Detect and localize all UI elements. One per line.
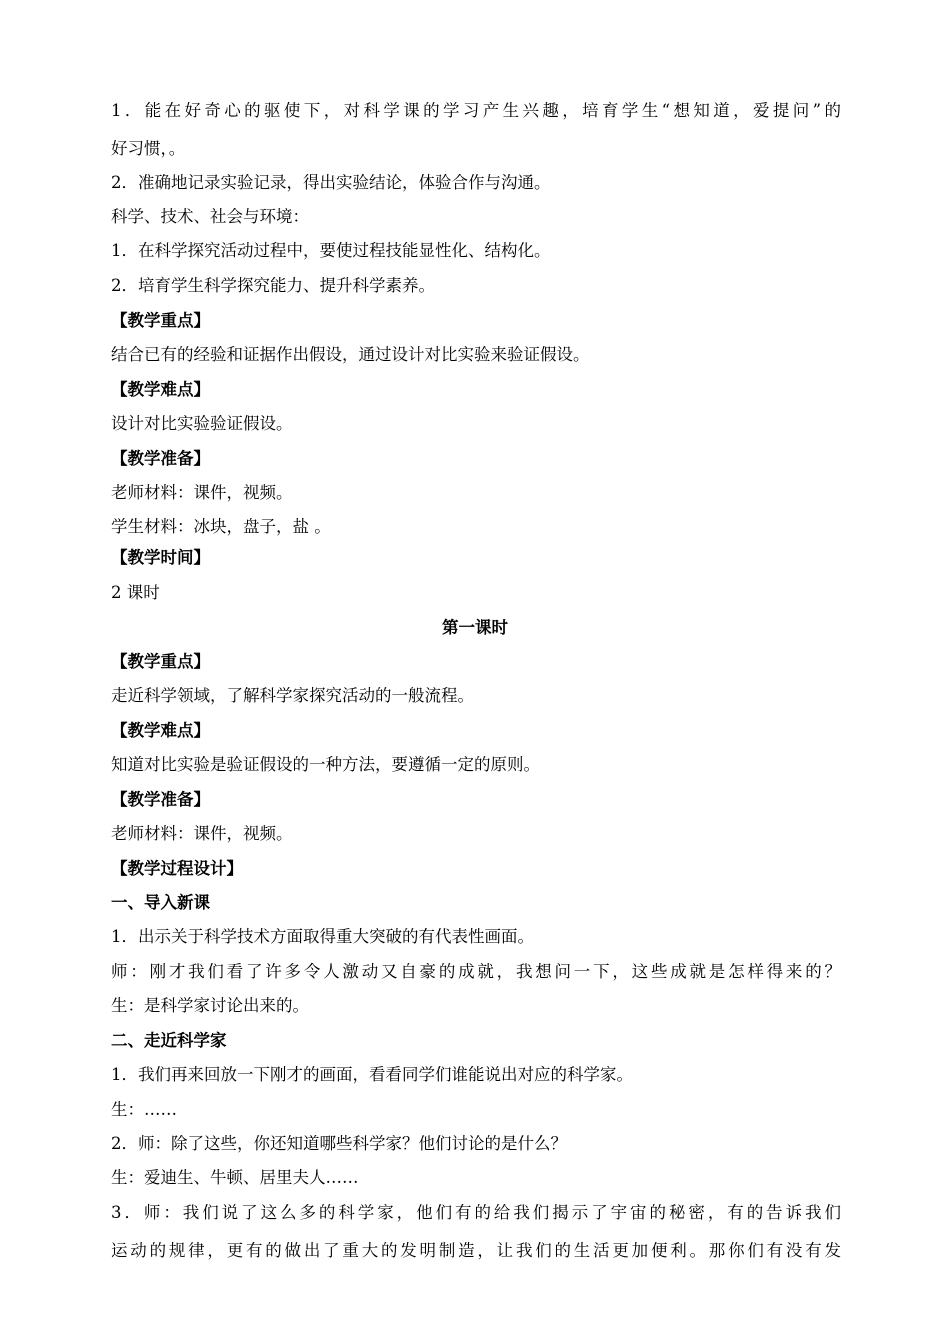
student-answer-1: 生：是科学家讨论出来的。 — [111, 996, 309, 1015]
objective-line-2: 2．准确地记录实验记录，得出实验结论，体验合作与沟通。 — [111, 173, 551, 192]
lesson1-teacher-materials: 老师材料：课件，视频。 — [111, 824, 293, 843]
lesson-title: 第一课时 — [442, 618, 508, 637]
part-heading-intro: 一、导入新课 — [111, 893, 210, 912]
student-answer-2: 生：…… — [111, 1100, 177, 1119]
lesson1-key-points-text: 走近科学领域，了解科学家探究活动的一般流程。 — [111, 686, 474, 705]
scientists-step-1: 1．我们再来回放一下刚才的画面，看看同学们谁能说出对应的科学家。 — [111, 1065, 633, 1084]
lesson1-difficulties-text: 知道对比实验是验证假设的一种方法，要遵循一定的原则。 — [111, 755, 540, 774]
intro-step-1: 1．出示关于科学技术方面取得重大突破的有代表性画面。 — [111, 927, 534, 946]
section-heading-difficulties: 【教学难点】 — [111, 380, 210, 399]
sts-line-2: 2．培育学生科学探究能力、提升科学素养。 — [111, 276, 435, 295]
section-heading-process: 【教学过程设计】 — [111, 859, 243, 878]
teacher-materials: 老师材料：课件，视频。 — [111, 483, 293, 502]
objective-line-1: 1．能在好奇心的驱使下，对科学课的学习产生兴趣，培育学生“想知道，爱提问”的 — [111, 101, 841, 120]
sts-heading: 科学、技术、社会与环境： — [111, 207, 309, 226]
section-heading-preparation: 【教学准备】 — [111, 449, 210, 468]
section-heading-time: 【教学时间】 — [111, 548, 210, 567]
key-points-text: 结合已有的经验和证据作出假设，通过设计对比实验来验证假设。 — [111, 345, 590, 364]
teacher-question: 师：刚才我们看了许多令人激动又自豪的成就，我想问一下，这些成就是怎样得来的？ — [111, 962, 841, 981]
difficulties-text: 设计对比实验验证假设。 — [111, 414, 293, 433]
lesson1-heading-difficulties: 【教学难点】 — [111, 721, 210, 740]
student-answer-3: 生：爱迪生、牛顿、居里夫人…… — [111, 1168, 359, 1187]
lesson1-heading-key-points: 【教学重点】 — [111, 652, 210, 671]
scientists-step-3: 3．师：我们说了这么多的科学家，他们有的给我们揭示了宇宙的秘密，有的告诉我们 — [111, 1203, 841, 1222]
scientists-step-3-cont: 运动的规律，更有的做出了重大的发明制造，让我们的生活更加便利。那你们有没有发 — [111, 1241, 841, 1260]
objective-line-1-cont: 好习惯，。 — [111, 139, 186, 158]
student-materials: 学生材料：冰块，盘子，盐 。 — [111, 517, 331, 536]
scientists-step-2: 2．师：除了这些，你还知道哪些科学家？他们讨论的是什么？ — [111, 1134, 567, 1153]
part-heading-scientists: 二、走近科学家 — [111, 1031, 227, 1050]
section-heading-key-points: 【教学重点】 — [111, 311, 210, 330]
sts-line-1: 1．在科学探究活动过程中，要使过程技能显性化、结构化。 — [111, 241, 551, 260]
lesson1-heading-preparation: 【教学准备】 — [111, 790, 210, 809]
time-text: 2 课时 — [111, 583, 160, 602]
